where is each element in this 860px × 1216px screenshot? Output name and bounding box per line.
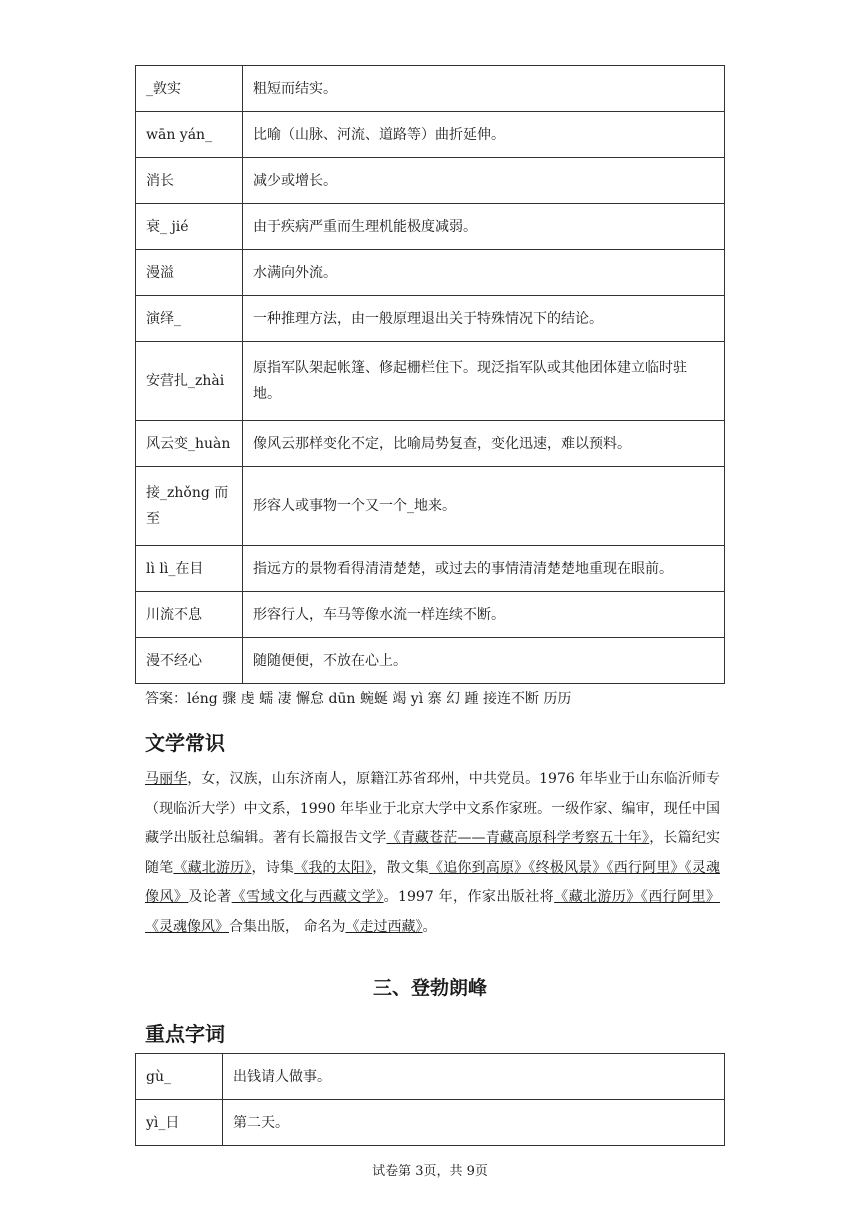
table-row (136, 66, 725, 112)
term-cell: 风云变_huàn (136, 421, 243, 467)
table-row (136, 158, 725, 204)
term-cell: 安营扎_zhài (136, 342, 243, 421)
book-title: 《追你到高原》《终极风景》《西行阿里》《灵魂像风》 (145, 859, 721, 905)
term-cell: 消长 (136, 158, 243, 204)
table-row (136, 592, 725, 638)
definition-cell: 形容行人，车马等像水流一样连续不断。 (243, 592, 725, 638)
term-cell: 漫溢 (136, 250, 243, 296)
table-row (136, 296, 725, 342)
term-cell: wān yán_ (136, 112, 243, 158)
definition-cell: 第二天。 (223, 1100, 725, 1146)
table-row (136, 467, 725, 546)
definition-cell: 像风云那样变化不定，比喻局势复查，变化迅速，难以预料。 (243, 421, 725, 467)
book-title: 《藏北游历》 (173, 859, 252, 876)
definition-cell: 指远方的景物看得清清楚楚，或过去的事情清清楚楚地重现在眼前。 (243, 546, 725, 592)
table-row (136, 342, 725, 421)
definition-cell: 一种推理方法，由一般原理退出关于特殊情况下的结论。 (243, 296, 725, 342)
paragraph-text: 及论著 (188, 889, 232, 905)
paragraph-text: ，女，汉族，山东济南人，原籍江苏省邳州，中共党员。1976 年毕业于山东临沂师专（现临沂大学）中文系，1990 年毕业于北京大学中文系作家班。一级作家、编审，现任中国藏学出版社总编辑。著有长篇报告文学 (145, 771, 721, 846)
definition-cell: 减少或增长。 (243, 158, 725, 204)
table-row (136, 421, 725, 467)
table-row (136, 204, 725, 250)
table-row (136, 1054, 725, 1100)
author-name: 马丽华 (145, 771, 188, 787)
paragraph-text: 。1997 年，作家出版社将 (383, 889, 555, 905)
answer-line: 答案：léng 骤 虔 蠕 凄 懈怠 dūn 蜿蜒 竭 yì 寨 幻 踵 接连不断 历历 (145, 691, 572, 707)
definition-cell: 随随便便，不放在心上。 (243, 638, 725, 684)
term-cell: 衰_ jié (136, 204, 243, 250)
definition-cell: 水满向外流。 (243, 250, 725, 296)
section-heading-literature: 文学常识 (145, 731, 225, 755)
page-footer: 试卷第 3页，共 9页 (372, 1164, 488, 1179)
table-row (136, 546, 725, 592)
table-row (136, 250, 725, 296)
book-title: 《藏北游历》《西行阿里》《灵魂像风》 (145, 889, 721, 935)
term-cell: 演绎_ (136, 296, 243, 342)
table-row (136, 638, 725, 684)
paragraph-text: 。 (422, 918, 437, 935)
table-row (136, 112, 725, 158)
book-title: 《青藏苍茫——青藏高原科学考察五十年》 (386, 830, 650, 846)
paragraph-text: 合集出版， 命名为 (229, 918, 346, 935)
section-heading-key-words: 重点字词 (145, 1022, 225, 1046)
vocab-table (135, 65, 725, 684)
term-cell: lì lì_在目 (136, 546, 243, 592)
definition-cell: 由于疾病严重而生理机能极度减弱。 (243, 204, 725, 250)
definition-cell: 粗短而结实。 (243, 66, 725, 112)
lesson-title: 三、登勃朗峰 (372, 977, 487, 999)
definition-cell: 出钱请人做事。 (223, 1054, 725, 1100)
definition-cell: 形容人或事物一个又一个_地来。 (243, 467, 725, 546)
table-row (136, 1100, 725, 1146)
literature-paragraph (145, 765, 720, 942)
term-cell: 接_zhǒng 而至 (136, 467, 243, 546)
definition-cell: 原指军队架起帐篷、修起栅栏住下。现泛指军队或其他团体建立临时驻地。 (243, 342, 725, 421)
term-cell: 川流不息 (136, 592, 243, 638)
book-title: 《雪域文化与西藏文学》 (231, 889, 384, 905)
book-title: 《走过西藏》 (345, 918, 423, 935)
term-cell: yì_日 (136, 1100, 223, 1146)
definition-cell: 比喻（山脉、河流、道路等）曲折延伸。 (243, 112, 725, 158)
term-cell: 漫不经心 (136, 638, 243, 684)
book-title: 《我的太阳》 (294, 859, 373, 876)
paragraph-text: ，诗集 (251, 859, 295, 876)
term-cell: gù_ (136, 1054, 223, 1100)
paragraph-text: ，散文集 (372, 859, 430, 876)
term-cell: _敦实 (136, 66, 243, 112)
paragraph-text: ，长篇纪实随笔 (145, 830, 721, 876)
key-words-table (135, 1053, 725, 1146)
